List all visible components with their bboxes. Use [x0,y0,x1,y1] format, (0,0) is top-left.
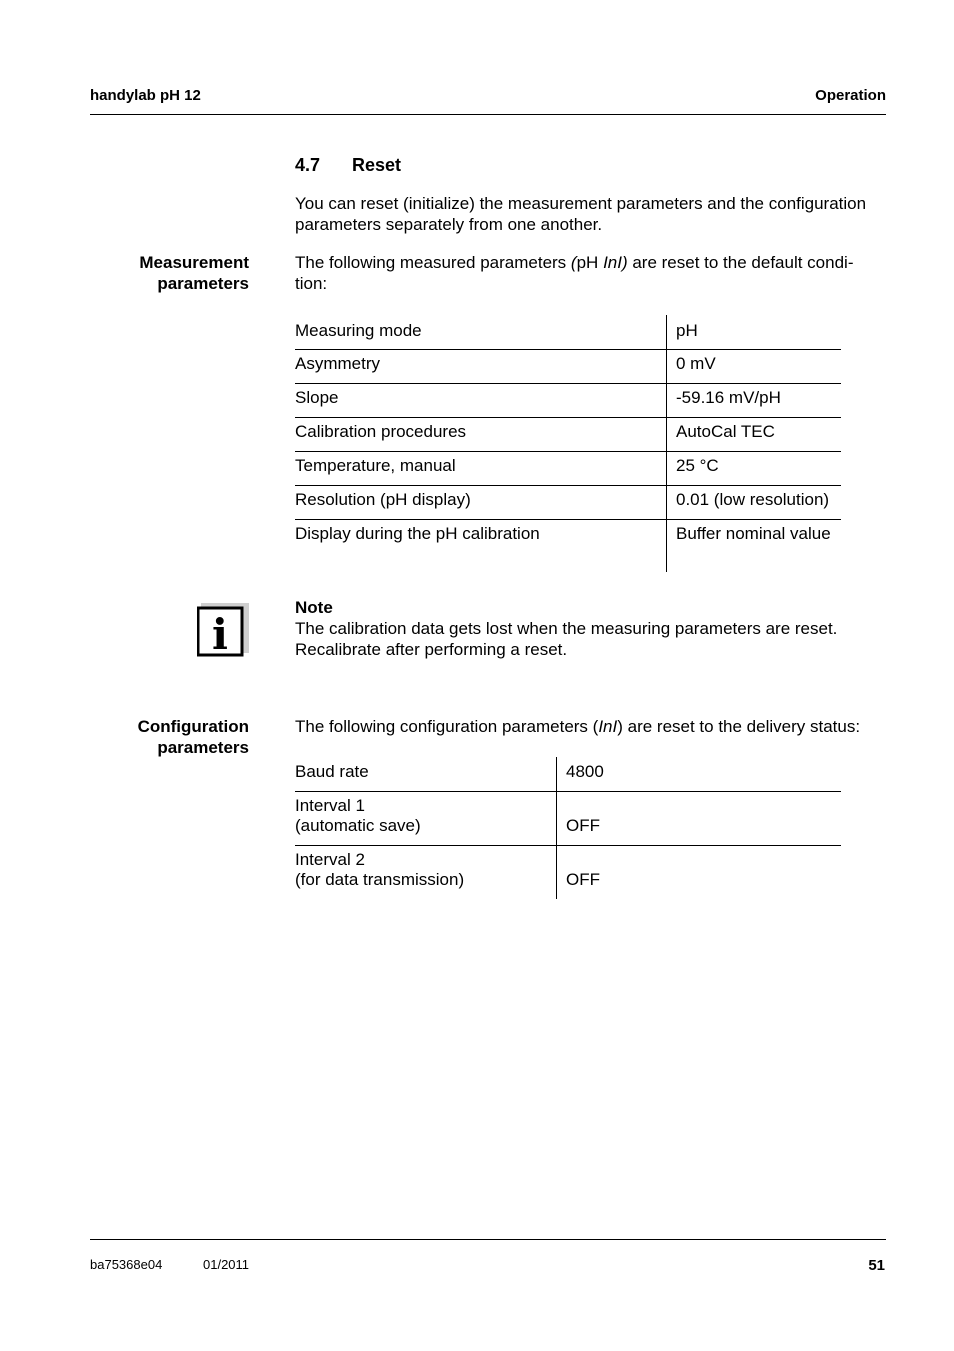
param-value: Buffer nominal value [667,519,842,572]
table-row [295,315,841,349]
header-rule [90,114,886,115]
param-value: pH [676,321,698,340]
configuration-label: Configuration parameters [137,717,249,757]
running-header-title: handylab pH 12 [90,87,201,104]
param-name: Measuring mode [295,315,667,349]
footer-rule [90,1239,886,1240]
table-row [295,485,841,519]
note-title: Note [295,598,333,617]
table-row [295,519,841,572]
param-value: AutoCal TEC [667,417,842,451]
param-value: OFF [557,791,842,845]
table-row [295,791,841,845]
param-name: Temperature, manual [295,451,667,485]
section-number: 4.7 [295,155,321,175]
param-name: Slope [295,383,667,417]
param-value: 25 °C [667,451,842,485]
measurement-intro: The following measured parameters (pH InI) are reset to the default condi-tion: [295,253,854,293]
param-name: Asymmetry [295,349,667,383]
page-number: 51 [868,1257,885,1274]
section-title: Reset [352,155,402,175]
param-name: Interval 1 (automatic save) [295,791,557,845]
param-value: 4800 [566,762,604,781]
table-row [295,349,841,383]
svg-text:i: i [212,610,228,658]
running-header-chapter: Operation [815,87,886,104]
note-line-1: The calibration data gets lost when the measuring parameters are reset. [295,619,838,638]
footer-date: 01/2011 [203,1257,250,1272]
table-row [295,845,841,899]
table-row [295,757,841,791]
table-row [295,417,841,451]
param-name: Display during the pH calibration [295,519,667,572]
param-name: Calibration procedures [295,417,667,451]
info-icon [197,603,249,658]
measurement-label: Measurement parameters [139,253,249,293]
configuration-table [295,757,841,899]
measurement-table [295,315,841,572]
configuration-intro: The following configuration parameters (InI) are reset to the delivery status: [295,717,861,736]
param-name: Interval 2 (for data transmission) [295,845,557,899]
param-value: 0 mV [667,349,842,383]
param-name: Baud rate [295,757,557,791]
param-value: -59.16 mV/pH [667,383,842,417]
param-name: Resolution (pH display) [295,485,667,519]
footer-doc-id: ba75368e04 [90,1257,163,1272]
section-intro: You can reset (initialize) the measurement parameters and the configuration parameters separately from one another. [295,194,867,234]
param-value: OFF [557,845,842,899]
note-line-2: Recalibrate after performing a reset. [295,640,568,659]
table-row [295,383,841,417]
table-row [295,451,841,485]
param-value: 0.01 (low resolution) [667,485,842,519]
